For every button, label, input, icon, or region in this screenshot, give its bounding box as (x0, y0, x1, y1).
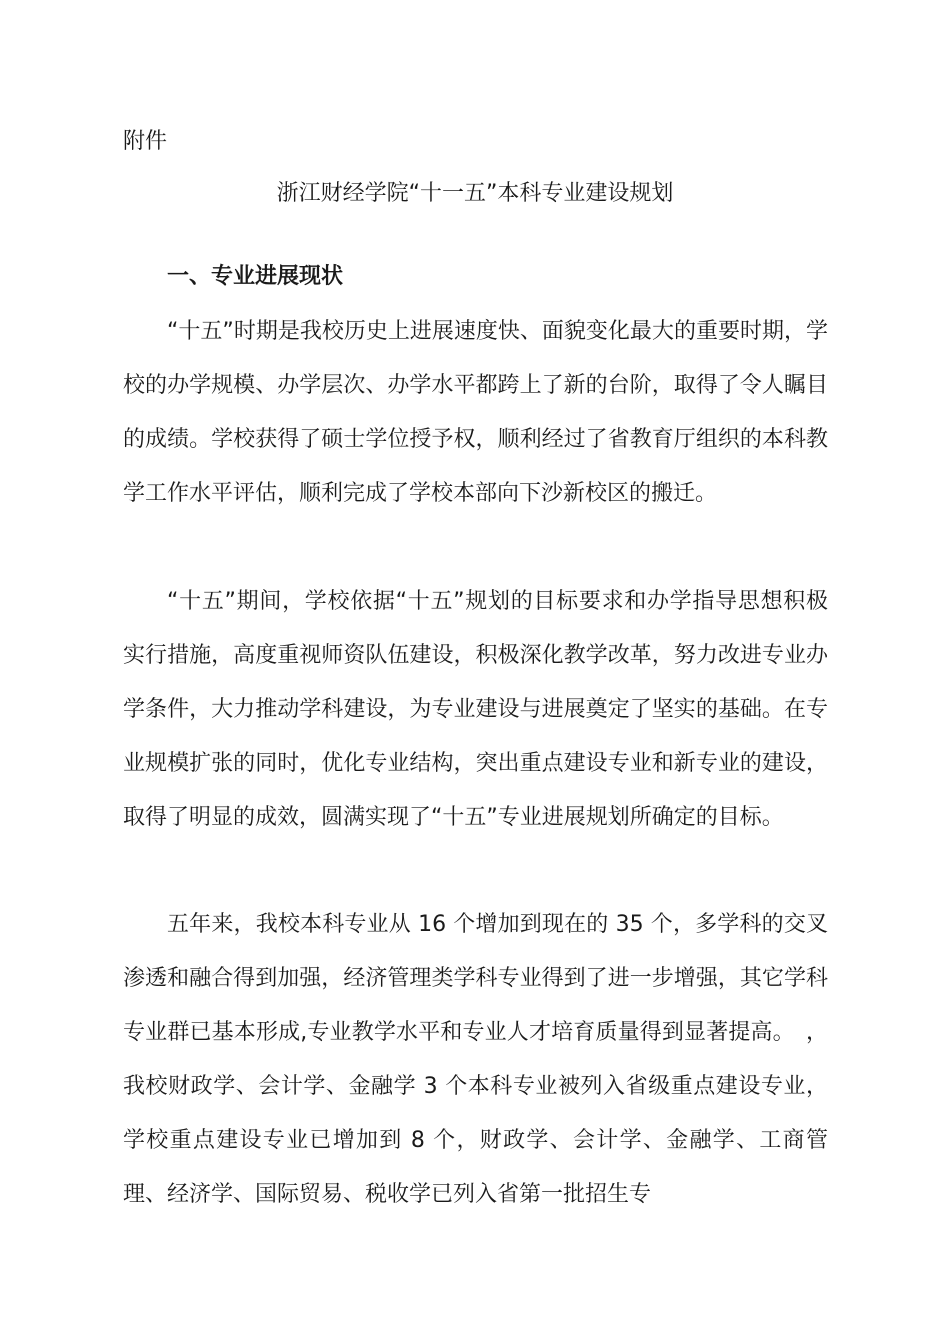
attachment-label: 附件 (123, 129, 168, 154)
body-paragraph: “十五”期间，学校依据“十五”规划的目标要求和办学指导思想积极实行措施，高度重视师资队伍建设，积极深化教学改革，努力改进专业办学条件，大力推动学科建设，为专业建设与进展奠定了坚实的基础。在专业规模扩张的同时，优化专业结构，突出重点建设专业和新专业的建设，取得了明显的成效，圆满实现了“十五”专业进展规划所确定的目标。 (123, 589, 828, 830)
document-title: 浙江财经学院“十一五”本科专业建设规划 (276, 181, 674, 206)
body-paragraph: 五年来，我校本科专业从 16 个增加到现在的 35 个，多学科的交叉渗透和融合得到加强，经济管理类学科专业得到了进一步增强，其它学科专业群已基本形成,专业教学水平和专业人才培育质量得到显著提高。 ，我校财政学、会计学、金融学 3 个本科专业被列入省级重点建设专业，学校重点建设专业已增加到 8 个，财政学、会计学、金融学、工商管理、经济学、国际贸易、税收学已列入省第一批招生专 (123, 912, 828, 1207)
section-heading: 一、专业进展现状 (167, 264, 344, 289)
body-paragraph: “十五”时期是我校历史上进展速度快、面貌变化最大的重要时期，学校的办学规模、办学层次、办学水平都跨上了新的台阶，取得了令人瞩目的成绩。学校获得了硕士学位授予权，顺利经过了省教育厅组织的本科教学工作水平评估，顺利完成了学校本部向下沙新校区的搬迁。 (123, 319, 828, 506)
